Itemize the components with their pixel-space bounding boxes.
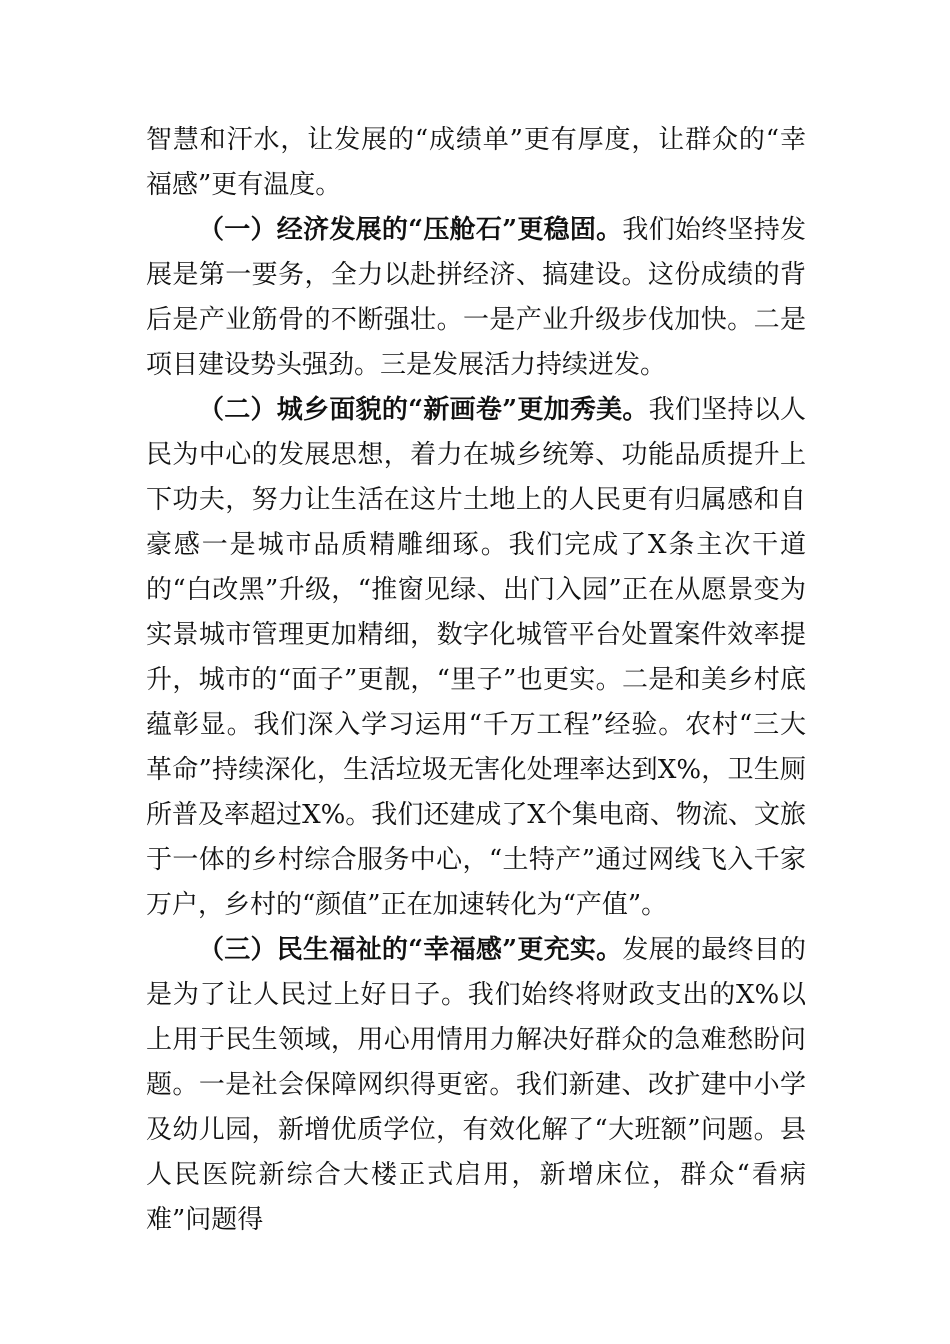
section-heading-economy: （一）经济发展的“压舱石”更稳固。 xyxy=(198,215,623,245)
document-page xyxy=(146,118,806,1243)
paragraph-urban-rural xyxy=(146,388,806,928)
paragraph-body: 我们始终坚持发展是第一要务，全力以赴拼经济、搞建设。这份成绩的背后是产业筋骨的不断强壮。一是产业升级步伐加快。二是项目建设势头强劲。三是发展活力持续迸发。 xyxy=(146,215,806,380)
section-heading-livelihood: （三）民生福祉的“幸福感”更充实。 xyxy=(198,935,623,965)
paragraph-body: 发展的最终目的是为了让人民过上好日子。我们始终将财政支出的X%以上用于民生领域，用心用情用力解决好群众的急难愁盼问题。一是社会保障网织得更密。我们新建、改扩建中小学及幼儿园，新增优质学位，有效化解了“大班额”问题。县人民医院新综合大楼正式启用，新增床位，群众“看病难”问题得 xyxy=(146,935,806,1235)
paragraph-economy xyxy=(146,208,806,388)
paragraph-body: 我们坚持以人民为中心的发展思想，着力在城乡统筹、功能品质提升上下功夫，努力让生活在这片土地上的人民更有归属感和自豪感一是城市品质精雕细琢。我们完成了X条主次干道的“白改黑”升级，“推窗见绿、出门入园”正在从愿景变为实景城市管理更加精细，数字化城管平台处置案件效率提升，城市的“面子”更靓，“里子”也更实。二是和美乡村底蕴彰显。我们深入学习运用“千万工程”经验。农村“三大革命”持续深化，生活垃圾无害化处理率达到X%，卫生厕所普及率超过X%。我们还建成了X个集电商、物流、文旅于一体的乡村综合服务中心，“土特产”通过网线飞入千家万户，乡村的“颜值”正在加速转化为“产值”。 xyxy=(146,395,806,920)
section-heading-urban-rural: （二）城乡面貌的“新画卷”更加秀美。 xyxy=(198,395,649,425)
paragraph-livelihood xyxy=(146,928,806,1243)
paragraph-intro xyxy=(146,118,806,208)
paragraph-body: 智慧和汗水，让发展的“成绩单”更有厚度，让群众的“幸福感”更有温度。 xyxy=(146,125,806,200)
